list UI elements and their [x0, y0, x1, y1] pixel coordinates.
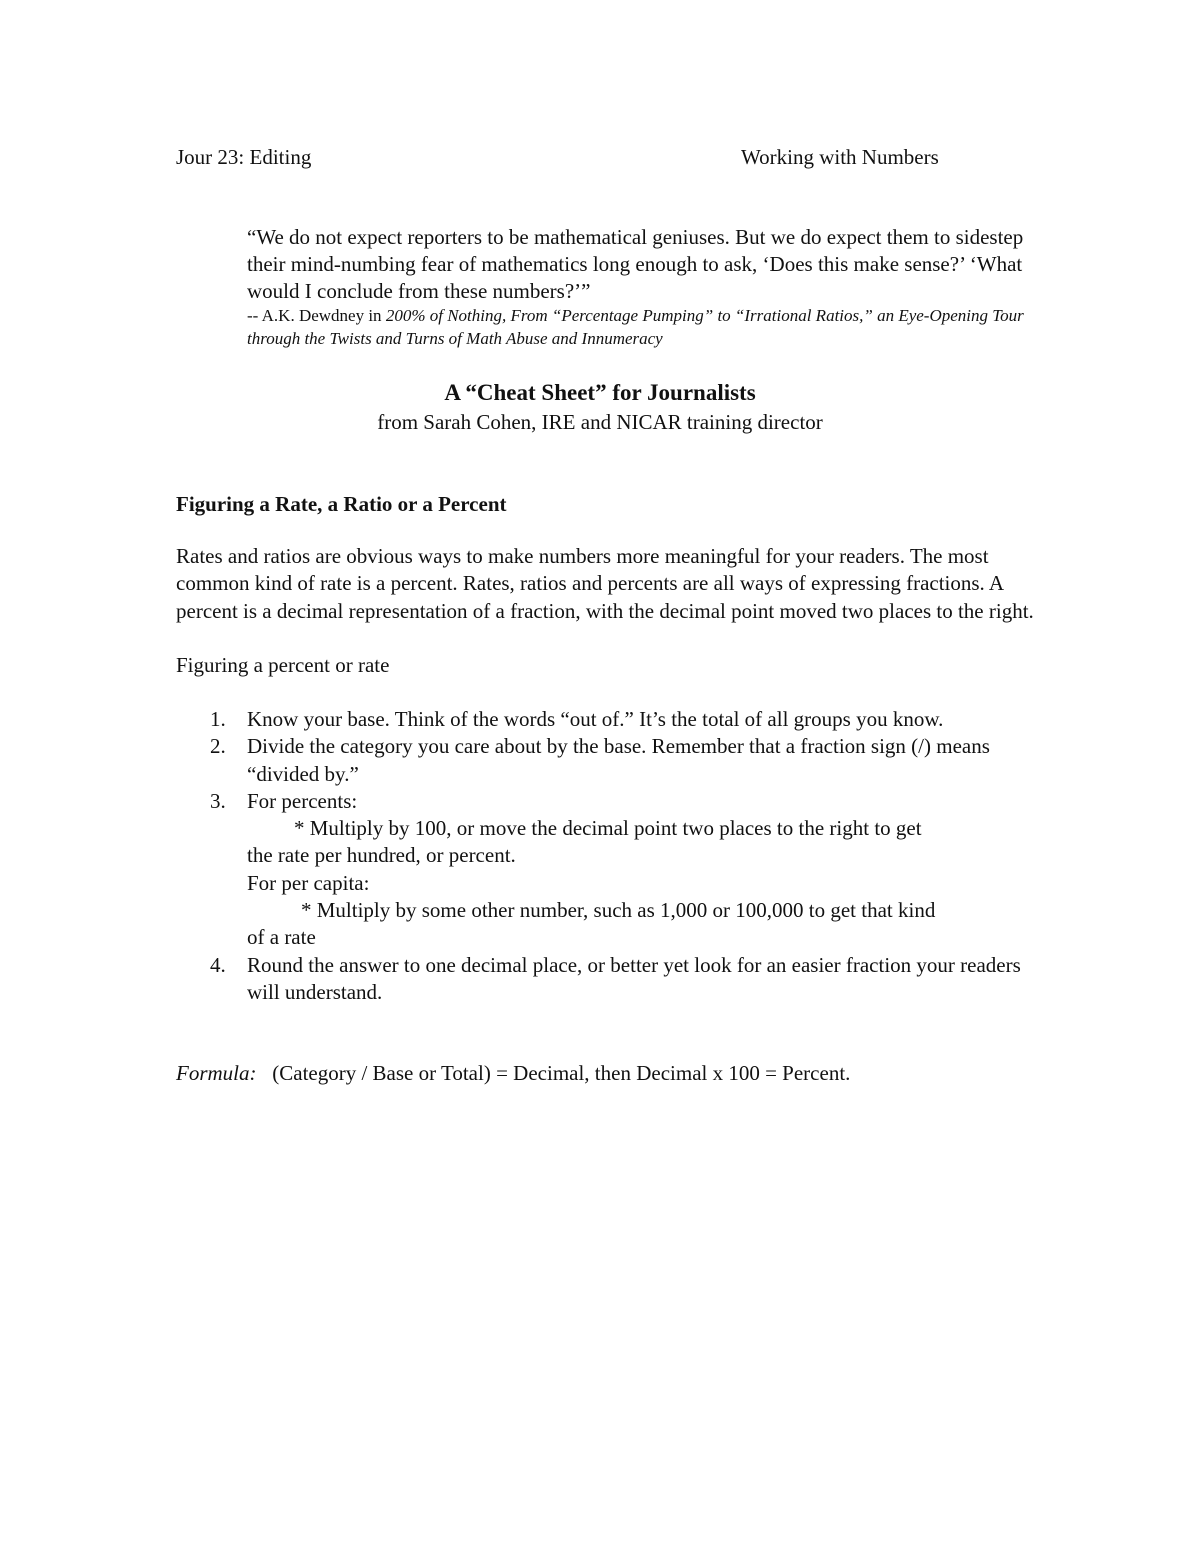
list-item-text: For percents: — [247, 788, 358, 813]
header-course: Jour 23: Editing — [176, 145, 312, 169]
list-subitem-percapita-cont: of a rate — [247, 925, 316, 950]
steps-list — [176, 706, 1036, 1006]
list-item-text: Know your base. Think of the words “out of.” It’s the total of all groups you know. — [247, 707, 944, 731]
list-item — [176, 788, 1036, 952]
list-subitem-percent: * Multiply by 100, or move the decimal point two places to the right to get — [294, 816, 922, 841]
list-subitem-percent-cont: the rate per hundred, or percent. — [247, 843, 516, 868]
formula-line — [176, 1060, 850, 1087]
steps-label: Figuring a percent or rate — [176, 653, 390, 677]
epigraph-quote: “We do not expect reporters to be mathematical geniuses. But we do expect them to sidestep their mind-numbing fear of mathematics long enough to ask, ‘Does this make sense?’ ‘What would I conclude from these numbers?’” — [247, 225, 1024, 303]
list-item-number: 4. — [210, 952, 226, 977]
list-subitem-percapita-label: For per capita: — [247, 870, 370, 895]
formula-text: (Category / Base or Total) = Decimal, then Decimal x 100 = Percent. — [272, 1061, 851, 1085]
list-subitem-percapita: * Multiply by some other number, such as 1,000 or 100,000 to get that kind — [301, 898, 936, 923]
document-title: A “Cheat Sheet” for Journalists — [444, 380, 756, 405]
list-item — [176, 733, 1036, 788]
document-subtitle: from Sarah Cohen, IRE and NICAR training director — [377, 410, 823, 434]
list-item-number: 2. — [210, 734, 226, 759]
list-item-text: Round the answer to one decimal place, or better yet look for an easier fraction your readers will understand. — [247, 952, 1021, 1004]
section-heading: Figuring a Rate, a Ratio or a Percent — [176, 492, 507, 516]
list-item-number: 1. — [210, 707, 226, 731]
list-item — [176, 952, 1036, 1007]
attribution-author: -- A.K. Dewdney in — [247, 306, 386, 325]
header-topic: Working with Numbers — [741, 145, 939, 169]
formula-label: Formula: — [176, 1061, 257, 1085]
epigraph-attribution — [247, 304, 1037, 350]
attribution-source: 200% of Nothing, From “Percentage Pumping” to “Irrational Ratios,” an Eye-Opening Tour through the Twists and Turns of Math Abuse and Innumeracy — [247, 306, 1024, 348]
list-item-text: Divide the category you care about by the base. Remember that a fraction sign (/) means “divided by.” — [247, 734, 990, 786]
list-item-number: 3. — [210, 788, 226, 813]
section-paragraph: Rates and ratios are obvious ways to make numbers more meaningful for your readers. The most common kind of rate is a percent. Rates, ratios and percents are all ways of expressing fractions. A percent is a decimal representation of a fraction, with the decimal point moved two places to the right. — [176, 544, 1034, 623]
list-item — [176, 706, 1036, 733]
